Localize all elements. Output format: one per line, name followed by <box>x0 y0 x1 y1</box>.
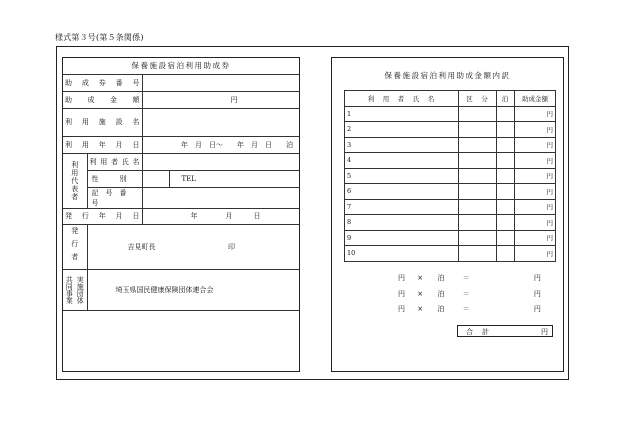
col-user-name: 利 用 者 氏 名 <box>345 91 459 107</box>
joint-label-col-1: 共同事業 <box>65 275 74 304</box>
row-nights-cell[interactable] <box>497 199 515 215</box>
row-amount-cell[interactable]: 円 <box>515 137 556 153</box>
breakdown-row <box>345 199 556 215</box>
row-amount-cell[interactable]: 円 <box>515 106 556 122</box>
calc-2-times: × <box>417 290 424 298</box>
row-amount-cell[interactable]: 円 <box>515 246 556 262</box>
row-category-cell[interactable] <box>459 215 497 231</box>
breakdown-title: 保養施設宿泊利用助成金額内訳 <box>384 71 511 80</box>
calc-line-3 <box>398 304 541 314</box>
breakdown-row <box>345 137 556 153</box>
record-number-label: 記 号 番 号 <box>87 187 142 208</box>
row-category-cell[interactable] <box>459 184 497 200</box>
row-amount-cell[interactable]: 円 <box>515 215 556 231</box>
row-amount-cell[interactable]: 円 <box>515 122 556 138</box>
tel-label: TEL <box>181 174 196 183</box>
calc-2-nights: 泊 <box>437 290 445 298</box>
calc-1-equals: ＝ <box>462 274 470 282</box>
row-category-cell[interactable] <box>459 137 497 153</box>
joint-label <box>63 269 87 310</box>
calc-2-yen: 円 <box>398 290 405 298</box>
voucher-number-label: 助 成 券 番 号 <box>63 74 142 91</box>
row-nights-cell[interactable] <box>497 137 515 153</box>
usage-date-value: 年 月 日～ 年 月 日 泊 <box>181 140 293 149</box>
tel-field[interactable] <box>169 170 299 187</box>
row-nights-cell[interactable] <box>497 153 515 169</box>
voucher-title: 保養施設宿泊利用助成券 <box>63 58 299 74</box>
col-category: 区 分 <box>459 91 497 107</box>
row-name-cell[interactable]: 9 <box>345 230 459 246</box>
calc-1-result: 円 <box>533 274 541 282</box>
user-name-label: 利用者氏名 <box>87 153 142 170</box>
voucher-panel <box>62 57 300 372</box>
row-name-cell[interactable]: 1 <box>345 106 459 122</box>
breakdown-row <box>345 215 556 231</box>
calc-line-2 <box>398 289 541 299</box>
gender-field[interactable] <box>142 170 169 187</box>
col-nights: 泊 <box>497 91 515 107</box>
row-category-cell[interactable] <box>459 168 497 184</box>
amount-unit: 円 <box>230 95 238 104</box>
issue-date-field[interactable] <box>142 208 299 224</box>
issue-date-value: 年 月 日 <box>190 212 261 220</box>
total-unit: 円 <box>541 328 548 336</box>
issue-date-label: 発 行 年 月 日 <box>63 208 142 224</box>
amount-field[interactable] <box>142 91 299 108</box>
breakdown-row <box>345 168 556 184</box>
breakdown-row <box>345 106 556 122</box>
breakdown-row <box>345 122 556 138</box>
row-nights-cell[interactable] <box>497 106 515 122</box>
usage-date-field[interactable] <box>142 136 299 153</box>
row-amount-cell[interactable]: 円 <box>515 184 556 200</box>
facility-label: 利 用 施 設 名 <box>63 108 142 136</box>
issuer-name: 吉見町長 <box>127 242 156 251</box>
row-category-cell[interactable] <box>459 199 497 215</box>
calc-1-times: × <box>417 274 424 282</box>
total-box <box>457 325 553 337</box>
row-amount-cell[interactable]: 円 <box>515 199 556 215</box>
row-category-cell[interactable] <box>459 153 497 169</box>
calc-3-yen: 円 <box>398 305 405 313</box>
row-name-cell[interactable]: 3 <box>345 137 459 153</box>
facility-field[interactable] <box>142 108 299 136</box>
form-number: 様式第３号(第５条関係) <box>55 33 144 42</box>
calc-2-result: 円 <box>533 290 541 298</box>
row-nights-cell[interactable] <box>497 246 515 262</box>
row-name-cell[interactable]: 8 <box>345 215 459 231</box>
row-amount-cell[interactable]: 円 <box>515 168 556 184</box>
row-nights-cell[interactable] <box>497 184 515 200</box>
row-name-cell[interactable]: 7 <box>345 199 459 215</box>
calc-2-equals: ＝ <box>462 290 470 298</box>
calc-3-times: × <box>417 305 424 313</box>
amount-label: 助 成 金 額 <box>63 91 142 108</box>
row-category-cell[interactable] <box>459 230 497 246</box>
row-name-cell[interactable]: 4 <box>345 153 459 169</box>
row-amount-cell[interactable]: 円 <box>515 153 556 169</box>
calc-1-yen: 円 <box>398 274 405 282</box>
voucher-number-field[interactable] <box>142 74 299 91</box>
total-label: 合 計 <box>466 328 490 336</box>
breakdown-row <box>345 153 556 169</box>
breakdown-row <box>345 246 556 262</box>
issuer-field <box>87 224 299 269</box>
breakdown-row <box>345 184 556 200</box>
row-nights-cell[interactable] <box>497 122 515 138</box>
breakdown-table <box>344 90 556 262</box>
row-category-cell[interactable] <box>459 106 497 122</box>
issuer-label: 発行者 <box>63 224 87 269</box>
representative-label: 利用代表者 <box>63 153 87 208</box>
record-number-field[interactable] <box>142 187 299 208</box>
calc-3-result: 円 <box>533 305 541 313</box>
calc-line-1 <box>398 273 541 283</box>
row-category-cell[interactable] <box>459 122 497 138</box>
calc-3-equals: ＝ <box>462 305 470 313</box>
usage-date-label: 利 用 年 月 日 <box>63 136 142 153</box>
user-name-field[interactable] <box>142 153 299 170</box>
breakdown-row <box>345 230 556 246</box>
calc-1-nights: 泊 <box>437 274 445 282</box>
row-name-cell[interactable]: 6 <box>345 184 459 200</box>
seal-mark: 印 <box>227 242 235 251</box>
row-name-cell[interactable]: 5 <box>345 168 459 184</box>
row-nights-cell[interactable] <box>497 230 515 246</box>
row-nights-cell[interactable] <box>497 215 515 231</box>
joint-org: 埼玉県国民健康保険団体連合会 <box>87 269 299 310</box>
row-nights-cell[interactable] <box>497 168 515 184</box>
row-category-cell[interactable] <box>459 246 497 262</box>
gender-label: 性 別 <box>87 170 142 187</box>
col-amount: 助成金額 <box>515 91 556 107</box>
row-name-cell[interactable]: 2 <box>345 122 459 138</box>
calc-3-nights: 泊 <box>437 305 445 313</box>
row-name-cell[interactable]: 10 <box>345 246 459 262</box>
row-amount-cell[interactable]: 円 <box>515 230 556 246</box>
joint-label-col-2: 実施団体 <box>76 275 85 304</box>
